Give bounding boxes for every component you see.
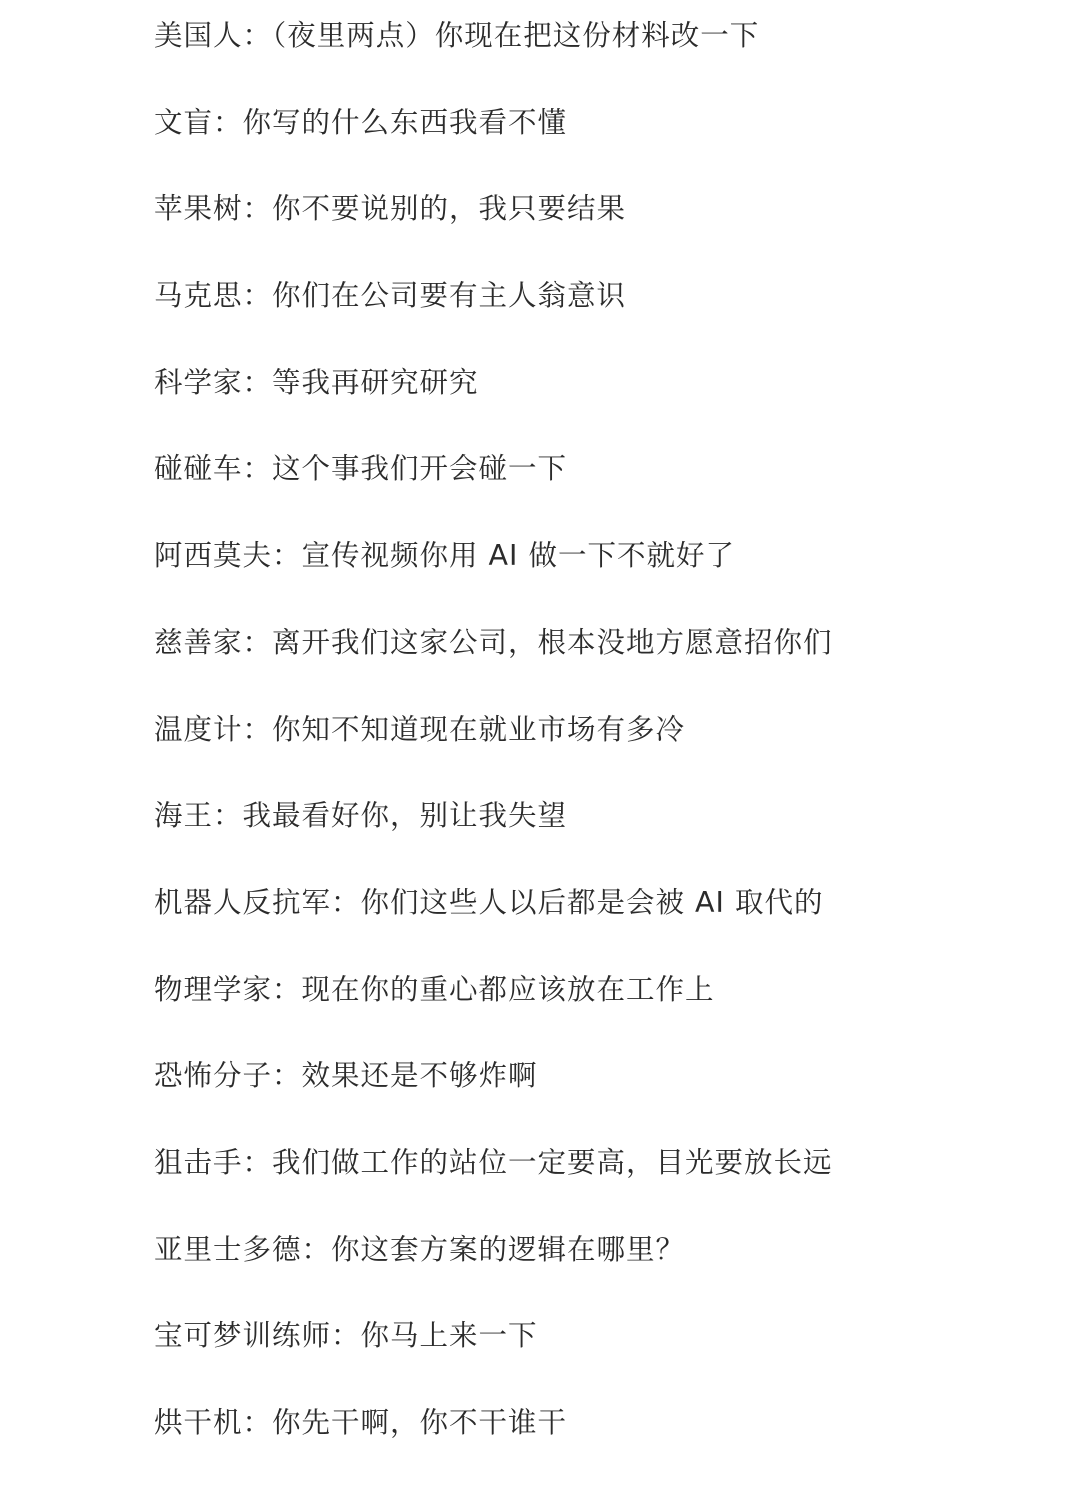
joke-line: 物理学家：现在你的重心都应该放在工作上: [154, 972, 715, 1006]
joke-line: 慈善家：离开我们这家公司，根本没地方愿意招你们: [154, 625, 833, 659]
joke-line: 亚里士多德：你这套方案的逻辑在哪里？: [154, 1232, 686, 1266]
joke-line: 阿西莫夫：宣传视频你用 AI 做一下不就好了: [154, 539, 736, 573]
joke-line: 狙击手：我们做工作的站位一定要高，目光要放长远: [154, 1145, 833, 1179]
joke-line: 美国人：（夜里两点）你现在把这份材料改一下: [154, 19, 760, 52]
joke-line: 烘干机：你先干啊，你不干谁干: [154, 1406, 568, 1439]
joke-line: 科学家：等我再研究研究: [154, 365, 479, 399]
joke-line: 马克思：你们在公司要有主人翁意识: [154, 279, 627, 313]
joke-line: 温度计：你知不知道现在就业市场有多冷: [154, 712, 686, 746]
joke-line: 海王：我最看好你，别让我失望: [154, 799, 568, 833]
joke-line: 文盲：你写的什么东西我看不懂: [154, 105, 568, 139]
joke-list: [154, 14, 1054, 1488]
joke-line: 宝可梦训练师：你马上来一下: [154, 1319, 538, 1353]
joke-line: 机器人反抗军：你们这些人以后都是会被 AI 取代的: [154, 885, 824, 919]
joke-line: 碰碰车：这个事我们开会碰一下: [154, 452, 568, 486]
joke-line: 苹果树：你不要说别的，我只要结果: [154, 192, 627, 226]
joke-line: 恐怖分子：效果还是不够炸啊: [154, 1059, 538, 1093]
